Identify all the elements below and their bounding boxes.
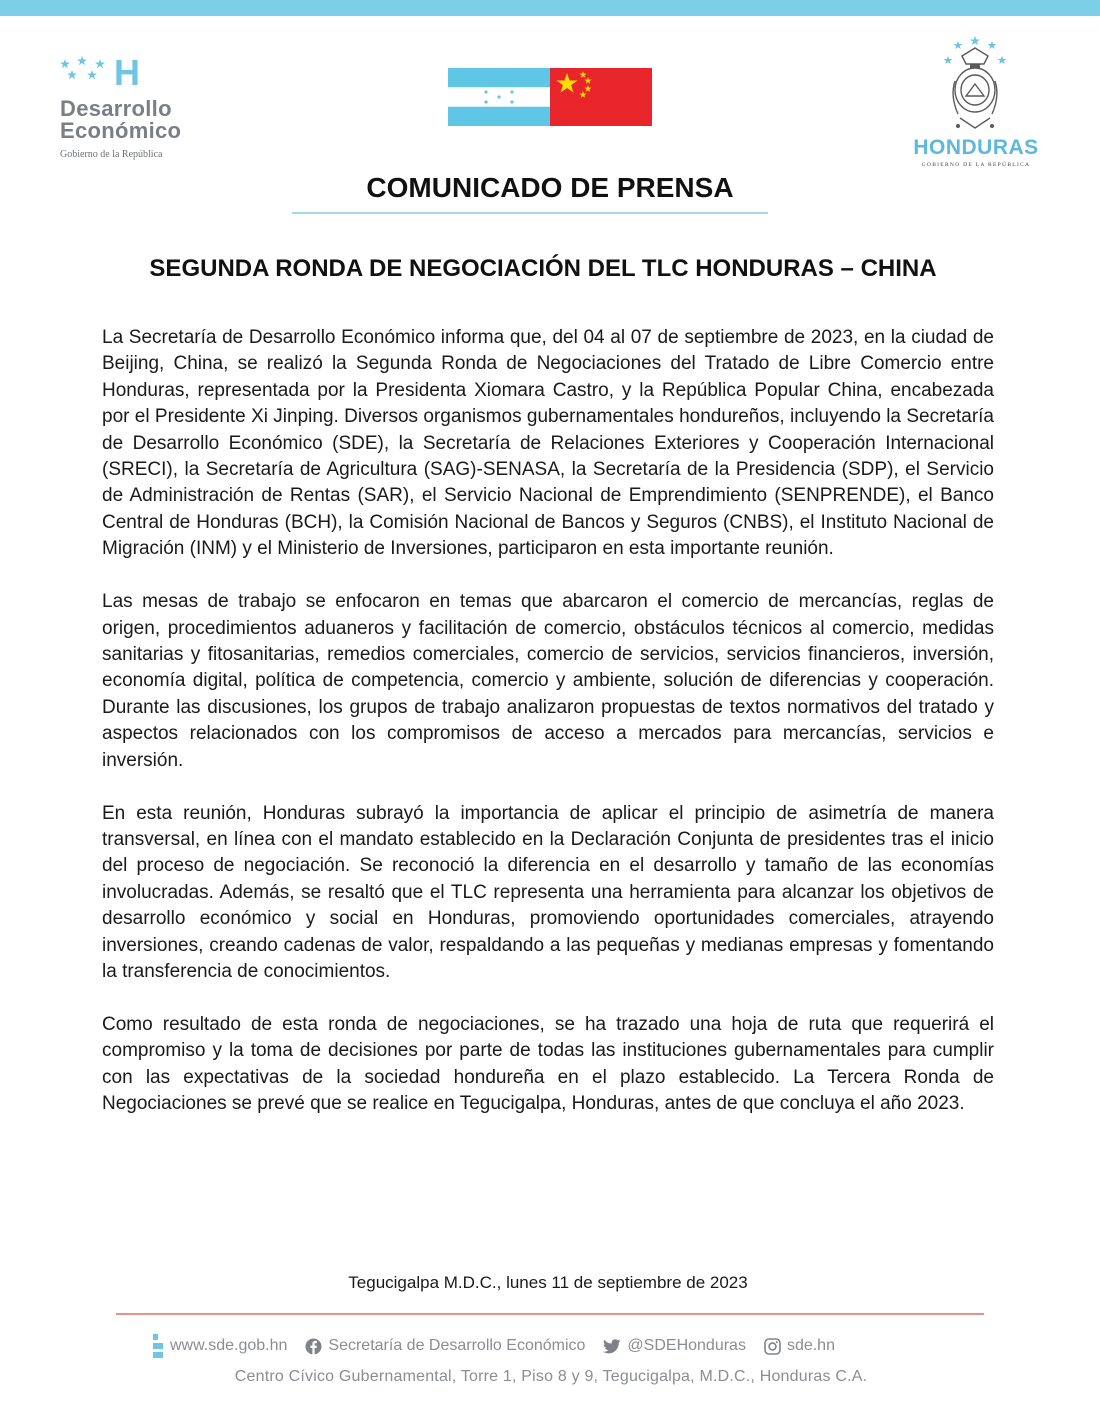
document-body [102, 325, 994, 1144]
facebook-link[interactable]: Secretaría de Desarrollo Económico [328, 1337, 586, 1354]
footer-divider [116, 1313, 984, 1315]
china-flag-icon [550, 68, 652, 126]
paragraph-2: Las mesas de trabajo se enfocaron en temas que abarcaron el comercio de mercancías, reglas de origen, procedimientos aduaneros y facilitación de comercio, obstáculos técnicos al comercio, medidas sanitarias y fitosanitarias, remedios comerciales, comercio de servicios, servicios financieros, inversión, economía digital, política de competencia, comercio y ambiente, solución de diferencias y cooperación. Durante las discusiones, los grupos de trabajo analizaron propuestas de textos normativos del tratado y aspectos relacionados con los compromisos de acceso a mercados para mercancías, servicios e inversión. [102, 591, 994, 771]
footer-website[interactable] [152, 1334, 287, 1358]
honduras-wordmark: HONDURAS [913, 136, 1039, 159]
honduras-logo [900, 36, 1050, 176]
dateline: Tegucigalpa M.D.C., lunes 11 de septiembre de 2023 [348, 1273, 748, 1292]
footer-twitter[interactable] [603, 1337, 746, 1355]
coat-of-arms-icon [900, 36, 1050, 136]
honduras-flag-icon [448, 68, 550, 126]
instagram-icon [764, 1338, 781, 1355]
document-subtitle: SEGUNDA RONDA DE NEGOCIACIÓN DEL TLC HONDURAS – CHINA [149, 255, 937, 282]
honduras-tagline: GOBIERNO DE LA REPÚBLICA [921, 162, 1031, 168]
flags [448, 68, 652, 126]
footer-facebook[interactable] [305, 1337, 585, 1355]
facebook-icon [305, 1338, 322, 1355]
sde-name-line1: Desarrollo [60, 96, 172, 121]
footer-instagram[interactable] [764, 1337, 835, 1355]
top-accent-bar [0, 0, 1100, 16]
sde-tagline: Gobierno de la República [60, 149, 163, 160]
paragraph-3: En esta reunión, Honduras subrayó la importancia de aplicar el principio de asimetría de manera transversal, en línea con el mandato establecido en la Declaración Conjunta de presidentes tras el inicio del proceso de negociación. Se reconoció la diferencia en el desarrollo y tamaño de las economías involucradas. Además, se resaltó que el TLC representa una herramienta para alcanzar los objetivos de desarrollo económico y social en Honduras, promoviendo oportunidades comerciales, atrayendo inversiones, creando cadenas de valor, respaldando a las pequeñas y medianas empresas y fomentando la transferencia de conocimientos. [102, 802, 994, 982]
sde-name [60, 98, 181, 142]
instagram-link[interactable]: sde.hn [786, 1337, 835, 1354]
sde-h-mark: H [114, 52, 140, 93]
title-underline [292, 212, 768, 214]
sde-name-line2: Económico [60, 118, 182, 143]
sde-mark-icon [152, 1334, 164, 1358]
sde-logo [58, 52, 228, 166]
document-title: COMUNICADO DE PRENSA [366, 172, 734, 203]
twitter-icon [603, 1339, 621, 1354]
footer-contacts [152, 1334, 853, 1358]
website-link[interactable]: www.sde.gob.hn [170, 1337, 288, 1354]
paragraph-4: Como resultado de esta ronda de negociaciones, se ha trazado una hoja de ruta que requerirá el compromiso y la toma de decisiones por parte de todas las instituciones gubernamentales para cumplir con las expectativas de la sociedad hondureña en el plazo establecido. La Tercera Ronda de Negociaciones se prevé que se realice en Tegucigalpa, Honduras, antes de que concluya el año 2023. [102, 1013, 994, 1115]
twitter-link[interactable]: @SDEHonduras [627, 1337, 746, 1354]
paragraph-1: La Secretaría de Desarrollo Económico informa que, del 04 al 07 de septiembre de 2023, en la ciudad de Beijing, China, se realizó la Segunda Ronda de Negociaciones del Tratado de Libre Comercio entre Honduras, representada por la Presidenta Xiomara Castro, y la República Popular China, encabezada por el Presidente Xi Jinping. Diversos organismos gubernamentales hondureños, incluyendo la Secretaría de Desarrollo Económico (SDE), la Secretaría de Relaciones Exteriores y Cooperación Internacional (SRECI), la Secretaría de Agricultura (SAG)-SENASA, la Secretaría de la Presidencia (SDP), el Servicio de Administración de Rentas (SAR), el Servicio Nacional de Emprendimiento (SENPRENDE), el Banco Central de Honduras (BCH), la Comisión Nacional de Bancos y Seguros (CNBS), el Instituto Nacional de Migración (INM) y el Ministerio de Inversiones, participaron en esta importante reunión. [102, 327, 994, 560]
footer-address: Centro Cívico Gubernamental, Torre 1, Piso 8 y 9, Tegucigalpa, M.D.C., Honduras C.A. [234, 1368, 868, 1385]
stars-icon [58, 56, 114, 92]
